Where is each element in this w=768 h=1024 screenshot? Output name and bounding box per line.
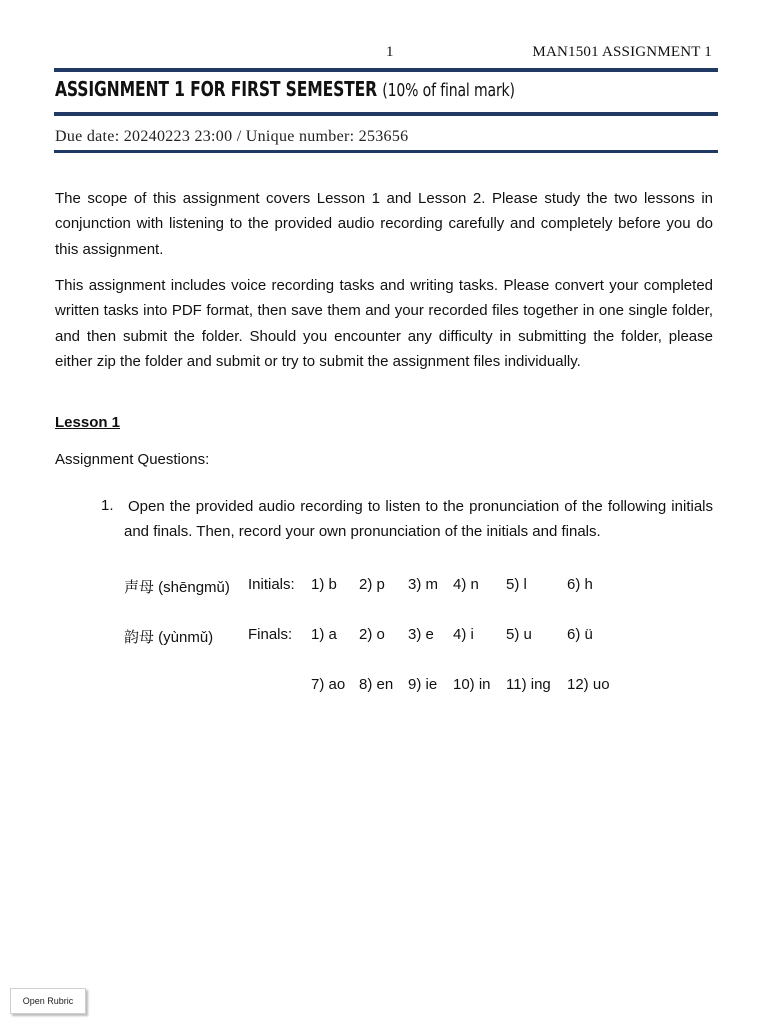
initial-item: 6) h	[567, 576, 593, 593]
final-item: 4) i	[453, 626, 474, 643]
final-item: 5) u	[506, 626, 532, 643]
final-item: 6) ü	[567, 626, 593, 643]
finals-term: 韵母 (yùnmǔ)	[124, 629, 214, 646]
assignment-title	[55, 77, 515, 101]
final-item: 3) e	[408, 626, 434, 643]
initial-item: 4) n	[453, 576, 479, 593]
final-item: 10) in	[453, 676, 491, 693]
due-date-line: Due date: 20240223 23:00 / Unique number: 253656	[55, 128, 409, 145]
due-date-rule	[54, 150, 718, 153]
initial-item: 1) b	[311, 576, 337, 593]
title-main: ASSIGNMENT 1 FOR FIRST SEMESTER	[55, 77, 378, 101]
initials-row	[0, 576, 768, 598]
initials-term: 声母 (shēngmǔ)	[124, 579, 230, 596]
lesson-heading: Lesson 1	[55, 414, 121, 431]
scope-paragraph: The scope of this assignment covers Lesson 1 and Lesson 2. Please study the two lessons in conjunction with listening to the provided audio recording carefully and completely before you do this assignment.	[55, 190, 713, 258]
finals-label: Finals:	[248, 626, 293, 643]
final-item: 8) en	[359, 676, 394, 693]
final-item: 9) ie	[408, 676, 438, 693]
finals-row-2	[0, 676, 768, 698]
final-item: 1) a	[311, 626, 337, 643]
open-rubric-button[interactable]: Open Rubric	[10, 988, 86, 1014]
question-number: 1.	[101, 497, 114, 514]
course-reference: MAN1501 ASSIGNMENT 1	[532, 44, 712, 60]
finals-row-1	[0, 626, 768, 648]
final-item: 2) o	[359, 626, 385, 643]
question-text: Open the provided audio recording to listen to the pronunciation of the following initials and finals. Then, record your own pronunciation of the initials and finals.	[124, 498, 713, 541]
final-item: 7) ao	[311, 676, 346, 693]
final-item: 12) uo	[567, 676, 610, 693]
title-mark-weight: (10% of final mark)	[382, 80, 515, 101]
running-header	[0, 44, 768, 64]
assignment-questions-label: Assignment Questions:	[55, 451, 210, 468]
submission-paragraph: This assignment includes voice recording tasks and writing tasks. Please convert your completed written tasks into PDF format, then save them and your recorded files together in one single folder, and then submit the folder. Should you encounter any difficulty in submitting the folder, please either zip the folder and submit or try to submit the assignment files individually.	[55, 277, 713, 370]
page-number: 1	[386, 44, 394, 60]
initial-item: 3) m	[408, 576, 438, 593]
initial-item: 2) p	[359, 576, 385, 593]
final-item: 11) ing	[506, 676, 551, 693]
title-bottom-rule	[54, 112, 718, 116]
initial-item: 5) l	[506, 576, 527, 593]
initials-label: Initials:	[248, 576, 295, 593]
title-top-rule	[54, 68, 718, 72]
